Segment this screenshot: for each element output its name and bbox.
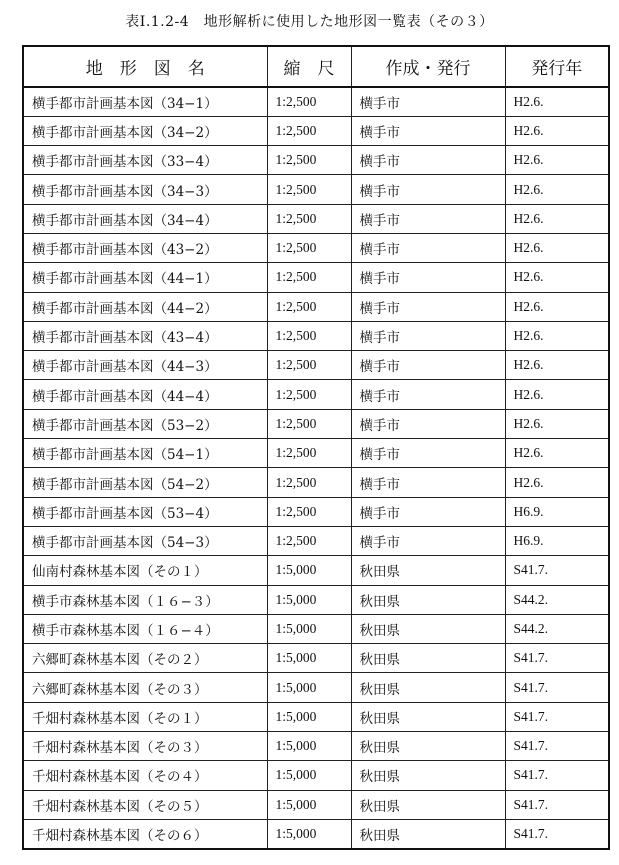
scale-cell: 1:2,500 [267,233,351,262]
issuer-cell: 秋田県 [351,702,505,731]
year-cell: H2.6. [505,409,609,438]
scale-cell: 1:5,000 [267,790,351,819]
issuer-cell: 秋田県 [351,585,505,614]
issuer-cell: 横手市 [351,526,505,555]
scale-cell: 1:5,000 [267,819,351,848]
table-row [23,732,609,761]
map-name-cell: 千畑村森林基本図（その１） [23,702,267,731]
scale-cell: 1:2,500 [267,146,351,175]
year-cell: H6.9. [505,497,609,526]
year-cell: H6.9. [505,526,609,555]
table-row [23,644,609,673]
map-name-cell: 千畑村森林基本図（その４） [23,761,267,790]
map-name-cell: 仙南村森林基本図（その１） [23,556,267,585]
year-cell: S41.7. [505,702,609,731]
scale-cell: 1:5,000 [267,702,351,731]
table-row [23,116,609,145]
table-row [23,233,609,262]
year-cell: S41.7. [505,556,609,585]
year-cell: S41.7. [505,644,609,673]
year-cell: H2.6. [505,292,609,321]
table-row [23,204,609,233]
table-row [23,146,609,175]
table-row [23,556,609,585]
scale-cell: 1:2,500 [267,263,351,292]
issuer-cell: 秋田県 [351,761,505,790]
map-name-cell: 横手都市計画基本図（44−2） [23,292,267,321]
issuer-cell: 横手市 [351,146,505,175]
map-name-cell: 横手都市計画基本図（43−2） [23,233,267,262]
table-row [23,497,609,526]
map-name-cell: 横手市森林基本図（１６−３） [23,585,267,614]
map-name-cell: 横手都市計画基本図（34−3） [23,175,267,204]
table-row [23,87,609,116]
map-name-cell: 横手都市計画基本図（44−3） [23,351,267,380]
table-row [23,263,609,292]
issuer-cell: 横手市 [351,233,505,262]
table-row [23,761,609,790]
table-row [23,585,609,614]
table-header-row [23,46,609,87]
table-row [23,439,609,468]
year-cell: S41.7. [505,732,609,761]
scale-cell: 1:5,000 [267,761,351,790]
scale-cell: 1:2,500 [267,204,351,233]
table-row [23,175,609,204]
table-row [23,526,609,555]
column-header-issuer: 作成・発行 [351,46,505,87]
table-row [23,321,609,350]
map-name-cell: 千畑村森林基本図（その３） [23,732,267,761]
map-name-cell: 横手都市計画基本図（54−3） [23,526,267,555]
issuer-cell: 横手市 [351,497,505,526]
year-cell: S41.7. [505,673,609,702]
map-name-cell: 横手都市計画基本図（54−1） [23,439,267,468]
map-name-cell: 横手都市計画基本図（33−4） [23,146,267,175]
issuer-cell: 横手市 [351,204,505,233]
issuer-cell: 横手市 [351,321,505,350]
table-row [23,702,609,731]
issuer-cell: 秋田県 [351,732,505,761]
year-cell: H2.6. [505,468,609,497]
scale-cell: 1:5,000 [267,673,351,702]
year-cell: H2.6. [505,233,609,262]
table-row [23,790,609,819]
scale-cell: 1:5,000 [267,556,351,585]
year-cell: S41.7. [505,790,609,819]
year-cell: H2.6. [505,116,609,145]
map-name-cell: 横手市森林基本図（１６−４） [23,614,267,643]
year-cell: S44.2. [505,585,609,614]
issuer-cell: 秋田県 [351,556,505,585]
table-body [23,87,609,849]
topographic-map-table [22,45,610,850]
scale-cell: 1:2,500 [267,409,351,438]
table-row [23,468,609,497]
year-cell: H2.6. [505,87,609,116]
issuer-cell: 秋田県 [351,790,505,819]
year-cell: H2.6. [505,175,609,204]
issuer-cell: 秋田県 [351,673,505,702]
scale-cell: 1:2,500 [267,526,351,555]
issuer-cell: 横手市 [351,263,505,292]
scale-cell: 1:2,500 [267,116,351,145]
year-cell: S44.2. [505,614,609,643]
map-name-cell: 横手都市計画基本図（44−1） [23,263,267,292]
map-name-cell: 横手都市計画基本図（53−4） [23,497,267,526]
table-row [23,351,609,380]
issuer-cell: 横手市 [351,409,505,438]
issuer-cell: 横手市 [351,439,505,468]
scale-cell: 1:2,500 [267,497,351,526]
map-name-cell: 横手都市計画基本図（54−2） [23,468,267,497]
map-name-cell: 横手都市計画基本図（44−4） [23,380,267,409]
issuer-cell: 横手市 [351,380,505,409]
scale-cell: 1:2,500 [267,468,351,497]
scale-cell: 1:5,000 [267,732,351,761]
year-cell: H2.6. [505,321,609,350]
map-name-cell: 横手都市計画基本図（43−4） [23,321,267,350]
year-cell: H2.6. [505,351,609,380]
issuer-cell: 秋田県 [351,644,505,673]
scale-cell: 1:2,500 [267,175,351,204]
table-row [23,819,609,848]
map-name-cell: 横手都市計画基本図（34−4） [23,204,267,233]
table-row [23,673,609,702]
table-row [23,614,609,643]
issuer-cell: 横手市 [351,116,505,145]
issuer-cell: 秋田県 [351,819,505,848]
issuer-cell: 横手市 [351,292,505,321]
scale-cell: 1:5,000 [267,644,351,673]
scale-cell: 1:2,500 [267,321,351,350]
column-header-map-name: 地 形 図 名 [23,46,267,87]
scale-cell: 1:5,000 [267,585,351,614]
year-cell: H2.6. [505,439,609,468]
table-row [23,409,609,438]
issuer-cell: 横手市 [351,351,505,380]
column-header-scale: 縮 尺 [267,46,351,87]
map-name-cell: 六郷町森林基本図（その３） [23,673,267,702]
scale-cell: 1:2,500 [267,380,351,409]
map-name-cell: 横手都市計画基本図（34−2） [23,116,267,145]
issuer-cell: 秋田県 [351,614,505,643]
year-cell: S41.7. [505,819,609,848]
table-row [23,380,609,409]
map-name-cell: 横手都市計画基本図（34−1） [23,87,267,116]
map-name-cell: 千畑村森林基本図（その５） [23,790,267,819]
table-caption: 表Ⅰ.1.2-4 地形解析に使用した地形図一覧表（その３） [125,14,494,30]
scale-cell: 1:2,500 [267,439,351,468]
year-cell: H2.6. [505,146,609,175]
table-row [23,292,609,321]
column-header-year: 発行年 [505,46,609,87]
year-cell: H2.6. [505,380,609,409]
scale-cell: 1:2,500 [267,292,351,321]
issuer-cell: 横手市 [351,468,505,497]
map-name-cell: 六郷町森林基本図（その２） [23,644,267,673]
scale-cell: 1:2,500 [267,87,351,116]
scale-cell: 1:2,500 [267,351,351,380]
year-cell: H2.6. [505,204,609,233]
issuer-cell: 横手市 [351,87,505,116]
scale-cell: 1:5,000 [267,614,351,643]
year-cell: S41.7. [505,761,609,790]
issuer-cell: 横手市 [351,175,505,204]
map-name-cell: 千畑村森林基本図（その６） [23,819,267,848]
map-name-cell: 横手都市計画基本図（53−2） [23,409,267,438]
year-cell: H2.6. [505,263,609,292]
